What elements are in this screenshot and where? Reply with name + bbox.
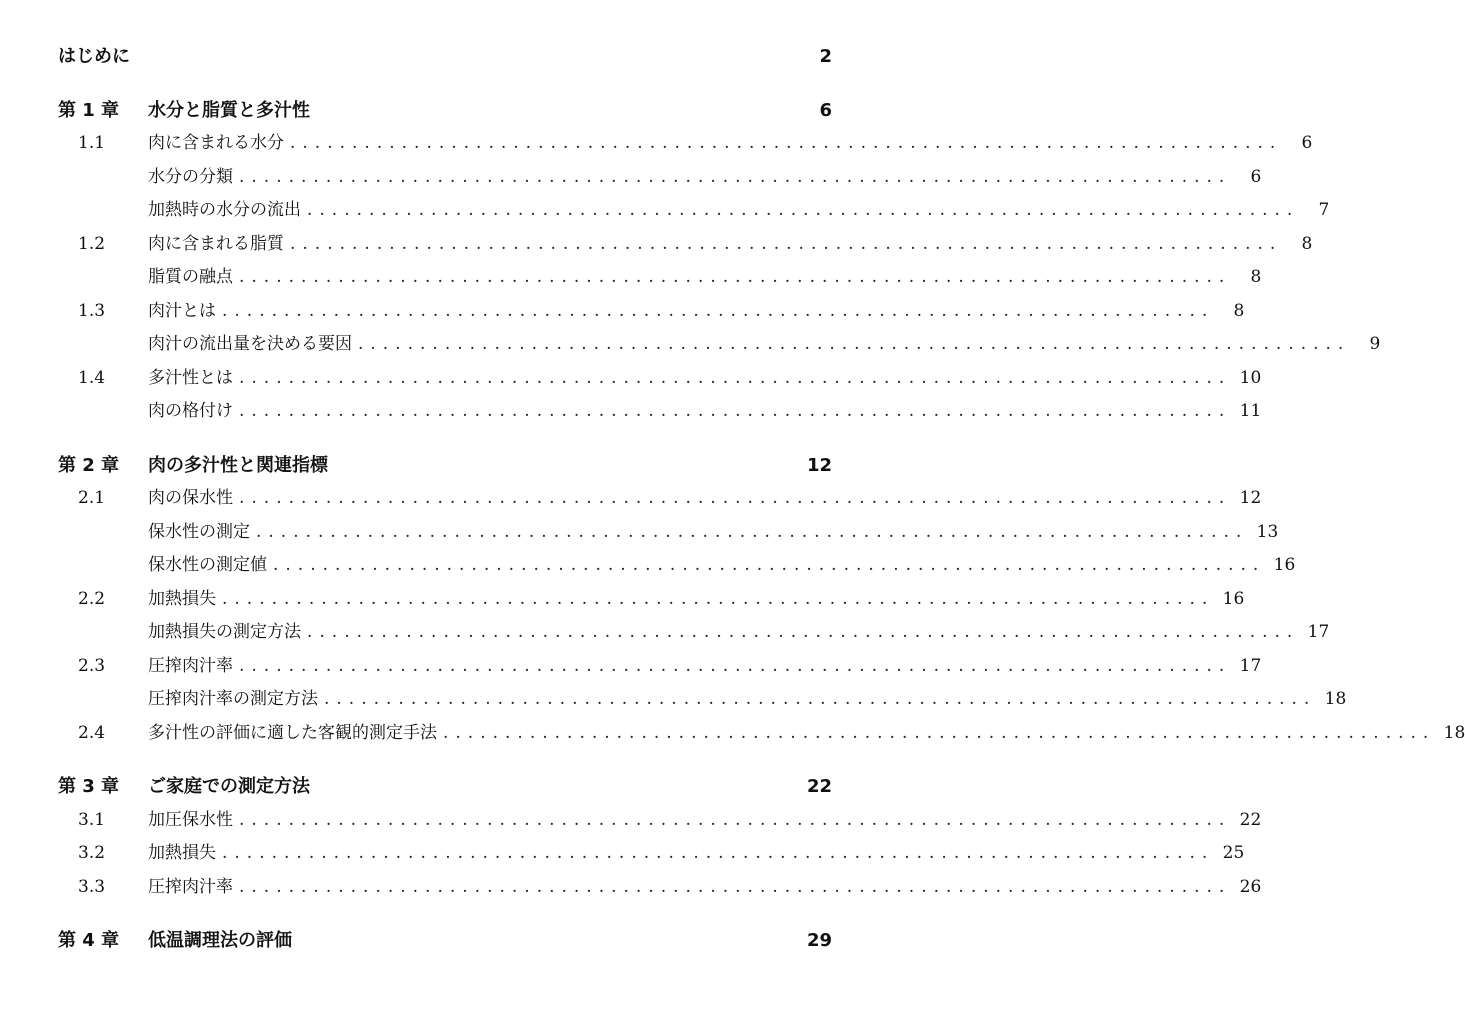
toc-subsection[interactable]	[58, 194, 1330, 228]
toc-section-2-3[interactable]	[58, 650, 1262, 684]
toc-section-3-2[interactable]	[58, 837, 1245, 871]
table-of-contents	[58, 40, 1465, 958]
dot-leader: ................................................................................	[239, 166, 1232, 187]
subsection-page: 13	[1256, 521, 1279, 542]
subsection-title: 加熱時の水分の流出	[148, 200, 301, 220]
section-page: 22	[1239, 809, 1262, 830]
subsection-page: 11	[1239, 401, 1262, 421]
dot-leader: ................................................................................	[307, 200, 1300, 220]
toc-subsection[interactable]	[58, 261, 1262, 295]
section-number: 2.3	[78, 655, 106, 676]
section-title: 加熱損失	[148, 588, 216, 609]
section-number: 2.4	[78, 722, 106, 743]
chapter-number: 第 2 章	[58, 454, 120, 476]
chapter-page: 29	[806, 930, 832, 951]
section-page: 12	[1239, 488, 1262, 508]
chapter-number: 第 3 章	[58, 776, 120, 797]
chapter-title: 水分と脂質と多汁性	[148, 99, 310, 121]
section-number: 1.1	[78, 133, 106, 153]
dot-leader: ................................................................................	[222, 588, 1215, 609]
section-title: 肉の保水性	[148, 488, 233, 508]
dot-leader: ................................................................................	[239, 267, 1232, 287]
dot-leader: ................................................................................	[239, 488, 1232, 508]
dot-leader: ................................................................................	[324, 689, 1317, 709]
chapter-page: 22	[806, 776, 832, 797]
subsection-title: 脂質の融点	[148, 267, 233, 287]
section-page: 17	[1239, 655, 1262, 676]
toc-subsection[interactable]	[58, 549, 1296, 583]
dot-leader: ................................................................................	[358, 334, 1351, 354]
section-page: 8	[1233, 300, 1245, 321]
section-page: 8	[1301, 233, 1313, 254]
subsection-title: 保水性の測定	[148, 521, 250, 542]
dot-leader: ................................................................................	[273, 555, 1266, 575]
section-title: 肉汁とは	[148, 300, 216, 321]
section-title: 多汁性の評価に適した客観的測定手法	[148, 722, 437, 743]
toc-section-1-2[interactable]	[58, 228, 1313, 262]
toc-chapter-3[interactable]	[58, 770, 832, 804]
dot-leader: ................................................................................	[222, 300, 1215, 321]
toc-intro-page: 2	[819, 46, 832, 67]
dot-leader: ................................................................................	[239, 401, 1232, 421]
section-number: 2.1	[78, 488, 106, 508]
chapter-page: 12	[806, 454, 832, 476]
toc-subsection[interactable]	[58, 328, 1381, 362]
subsection-title: 水分の分類	[148, 166, 233, 187]
chapter-number: 第 4 章	[58, 930, 120, 951]
toc-subsection[interactable]	[58, 683, 1347, 717]
toc-section-1-1[interactable]	[58, 127, 1313, 161]
section-page: 18	[1443, 722, 1465, 743]
section-page: 25	[1222, 843, 1245, 863]
section-title: 肉に含まれる脂質	[148, 233, 284, 254]
section-page: 10	[1239, 367, 1262, 388]
dot-leader: ................................................................................	[443, 722, 1436, 743]
toc-intro-title: はじめに	[58, 46, 130, 67]
chapter-title: 肉の多汁性と関連指標	[148, 454, 328, 476]
section-title: 圧搾肉汁率	[148, 876, 233, 897]
toc-subsection[interactable]	[58, 516, 1279, 550]
toc-section-2-1[interactable]	[58, 482, 1262, 516]
subsection-page: 18	[1324, 689, 1347, 709]
subsection-title: 加熱損失の測定方法	[148, 622, 301, 642]
subsection-title: 圧搾肉汁率の測定方法	[148, 689, 318, 709]
section-number: 3.2	[78, 843, 106, 863]
toc-entry-intro[interactable]	[58, 40, 832, 74]
dot-leader: ................................................................................	[256, 521, 1249, 542]
subsection-page: 17	[1307, 622, 1330, 642]
section-number: 1.2	[78, 233, 106, 254]
subsection-page: 6	[1250, 166, 1262, 187]
dot-leader: ................................................................................	[222, 843, 1215, 863]
toc-subsection[interactable]	[58, 395, 1262, 429]
toc-subsection[interactable]	[58, 161, 1262, 195]
section-number: 3.1	[78, 809, 106, 830]
toc-chapter-4[interactable]	[58, 924, 832, 958]
subsection-page: 8	[1250, 267, 1262, 287]
chapter-title: ご家庭での測定方法	[148, 776, 310, 797]
subsection-title: 肉汁の流出量を決める要因	[148, 334, 352, 354]
section-page: 16	[1222, 588, 1245, 609]
chapter-title: 低温調理法の評価	[148, 930, 292, 951]
dot-leader: ................................................................................	[290, 133, 1283, 153]
section-number: 2.2	[78, 588, 106, 609]
toc-subsection[interactable]	[58, 616, 1330, 650]
dot-leader: ................................................................................	[239, 876, 1232, 897]
subsection-page: 7	[1318, 200, 1330, 220]
section-number: 1.3	[78, 300, 106, 321]
section-number: 3.3	[78, 876, 106, 897]
dot-leader: ................................................................................	[239, 809, 1232, 830]
toc-chapter-1[interactable]	[58, 94, 832, 128]
subsection-page: 16	[1273, 555, 1296, 575]
toc-section-1-3[interactable]	[58, 295, 1245, 329]
section-page: 6	[1301, 133, 1313, 153]
toc-section-2-2[interactable]	[58, 583, 1245, 617]
dot-leader: ................................................................................	[239, 655, 1232, 676]
section-page: 26	[1239, 876, 1262, 897]
section-title: 多汁性とは	[148, 367, 233, 388]
dot-leader: ................................................................................	[290, 233, 1283, 254]
toc-section-3-1[interactable]	[58, 804, 1262, 838]
section-title: 加圧保水性	[148, 809, 233, 830]
toc-chapter-2[interactable]	[58, 449, 832, 483]
chapter-number: 第 1 章	[58, 99, 120, 121]
toc-section-1-4[interactable]	[58, 362, 1262, 396]
dot-leader: ................................................................................	[239, 367, 1232, 388]
section-number: 1.4	[78, 367, 106, 388]
section-title: 加熱損失	[148, 843, 216, 863]
dot-leader: ................................................................................	[307, 622, 1300, 642]
section-title: 圧搾肉汁率	[148, 655, 233, 676]
chapter-page: 6	[819, 99, 832, 121]
subsection-page: 9	[1369, 334, 1381, 354]
section-title: 肉に含まれる水分	[148, 133, 284, 153]
subsection-title: 保水性の測定値	[148, 555, 267, 575]
toc-section-2-4[interactable]	[58, 717, 1465, 751]
subsection-title: 肉の格付け	[148, 401, 233, 421]
toc-section-3-3[interactable]	[58, 871, 1262, 905]
